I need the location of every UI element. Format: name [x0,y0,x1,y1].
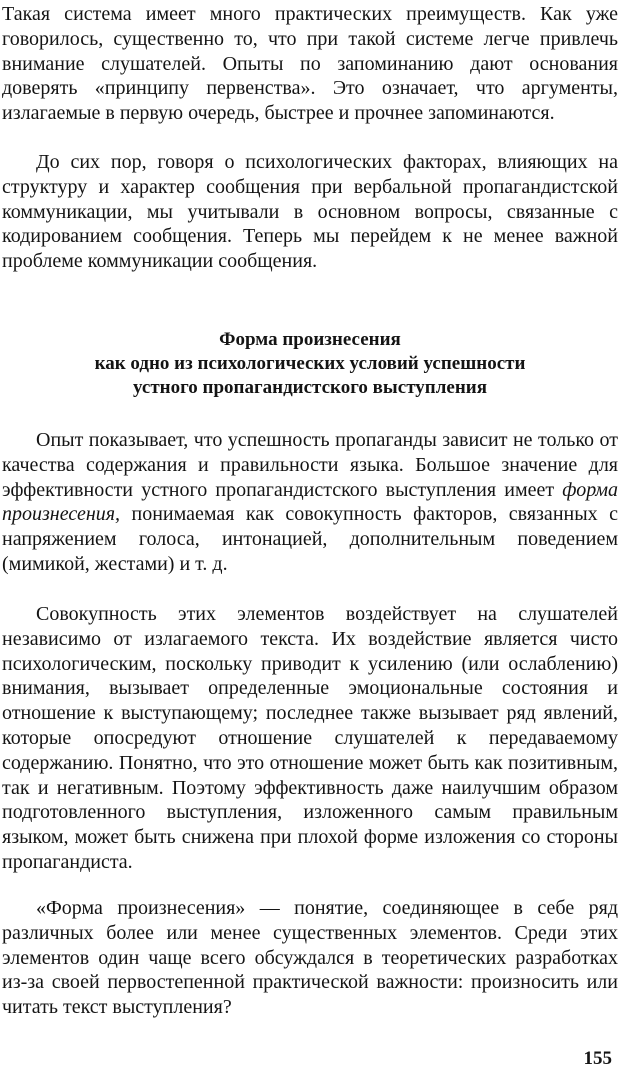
para3-before: Опыт показывает, что успешность пропаганды зависит не только от качества содержания и правильности языка. Большое значение для эффективности устного пропагандистского выступления имеет [2,429,618,501]
heading-line-1: Форма произнесения [219,329,401,350]
paragraph-delivery-form: «Форма произнесения» — понятие, соединяющее в себе ряд различных более или менее существенных элементов. Среди этих элементов один чаще всего обсуждался в теоретических разработках из-за своей первостепенной практической важности: произносить или читать текст выступления? [2,897,618,1019]
heading-line-2: как одно из психологических условий успешности [94,353,526,374]
paragraph-form-definition [2,428,618,577]
para3-after: понимаемая как совокупность факторов, связанных с напряжением голоса, интонацией, дополнительным поведением (мимикой, жестами) и т. д. [2,503,618,575]
page-number: 155 [583,1048,612,1069]
section-heading [0,328,620,400]
paragraph-elements-influence: Совокупность этих элементов воздействует на слушателей независимо от излагаемого текста. Их воздействие является чисто психологическим, поскольку приводит к усилению (или ослаблению) внимания, вызывает определенные эмоциональные состояния и отношение к выступающему; последнее также вызывает ряд явлений, которые опосредуют отношение слушателей к передаваемому содержанию. Понятно, что это отношение может быть как позитивным, так и негативным. Поэтому эффективность даже наилучшим образом подготовленного выступления, изложенного самым правильным языком, может быть снижена при плохой форме изложения со стороны пропагандиста. [2,603,618,873]
para3-italic-term: форма произнесения, [2,478,618,526]
paragraph-psychological-factors: До сих пор, говоря о психологических факторах, влияющих на структуру и характер сообщения при вербальной пропагандистской коммуникации, мы учитывали в основном вопросы, связанные с кодированием сообщения. Теперь мы перейдем к не менее важной проблеме коммуникации сообщения. [2,151,618,273]
heading-line-3: устного пропагандистского выступления [133,377,487,398]
paragraph-intro: Такая система имеет много практических преимуществ. Как уже говорилось, существенно то, что при такой системе легче привлечь внимание слушателей. Опыты по запоминанию дают основания доверять «принципу первенства». Это означает, что аргументы, излагаемые в первую очередь, быстрее и прочнее запоминаются. [2,3,618,125]
